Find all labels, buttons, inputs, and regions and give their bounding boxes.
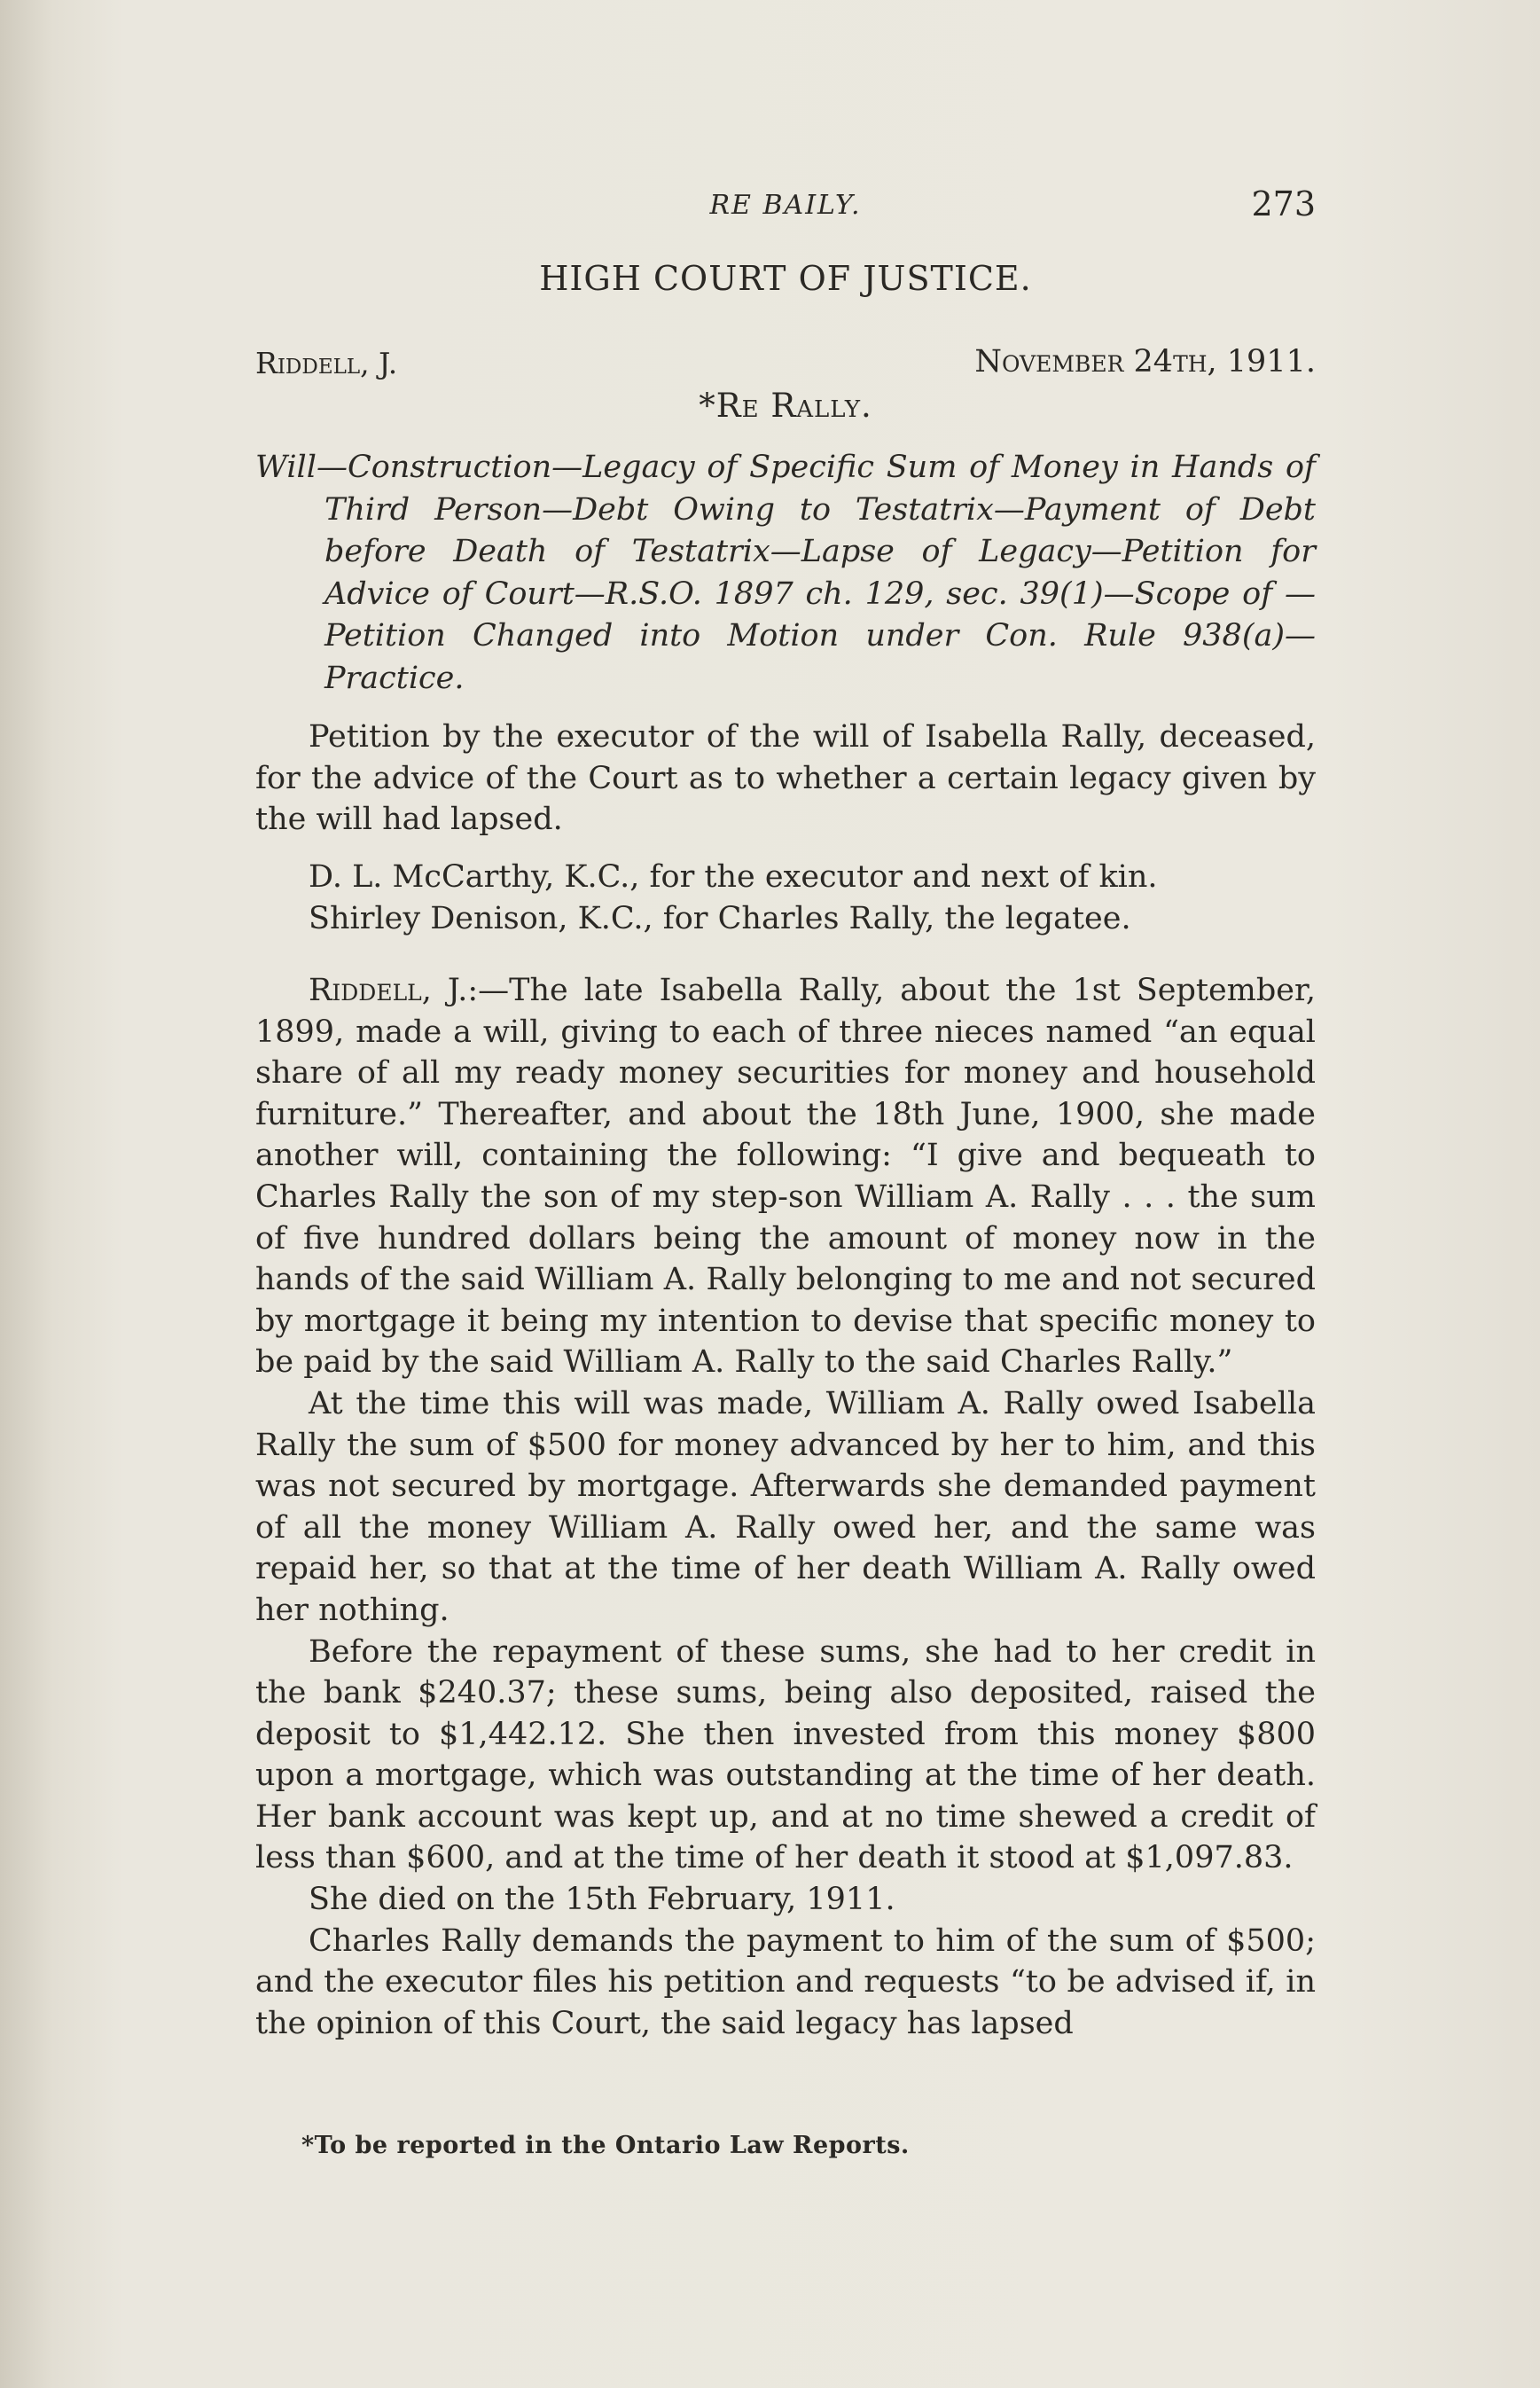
judgment-block bbox=[255, 970, 1316, 2044]
decision-date: November 24th, 1911. bbox=[974, 344, 1316, 380]
intro-block bbox=[255, 716, 1316, 841]
judgment-paragraph: Before the repayment of these sums, she had to her credit in the bank $240.37; these sums, being also deposited, raised the deposit to $1,442.12. She then invested from this money $800 upon a mortgage, which was outstanding at the time of her death. Her bank account was kept up, and at no time shewed a credit of less than $600, and at the time of her death it stood at $1,097.83. bbox=[255, 1633, 1316, 1876]
footnote: *To be reported in the Ontario Law Reports. bbox=[301, 2132, 910, 2159]
running-head bbox=[255, 184, 1316, 229]
judgment-paragraph: Charles Rally demands the payment to him of the sum of $500; and the executor files his petition and requests “to be advised if, in the opinion of this Court, the said legacy has lapsed bbox=[255, 1922, 1316, 2041]
judge-lead: Riddell, J. bbox=[309, 973, 468, 1008]
judgment-paragraph: At the time this will was made, William A. Rally owed Isabella Rally the sum of $500 for money advanced by her to him, and this was not secured by mortgage. Afterwards she demanded payment of all the money William A. Rally owed her, and the same was repaid her, so that at the time of her death William A. Rally owed her nothing. bbox=[255, 1385, 1316, 1628]
page-number: 273 bbox=[1251, 184, 1316, 223]
intro-paragraph: Petition by the executor of the will of Isabella Rally, deceased, for the advice of the Court as to whether a certain legacy given by the will had lapsed. bbox=[255, 719, 1316, 838]
judgment-text: :—The late Isabella Rally, about the 1st September, 1899, made a will, giving to each of three nieces named “an equal share of all my ready money securities for money and household furniture.” Thereafter, and about the 18th June, 1900, she made another will, containing the following: “I give and bequeath to Charles Rally the son of my step-son William A. Rally . . . the sum of five hundred dollars being the amount of money now in the hands of the said William A. Rally belonging to me and not secured by mortgage it being my intention to devise that specific money to be paid by the said William A. Rally to the said Charles Rally.” bbox=[255, 973, 1316, 1381]
judgment-paragraph: She died on the 15th February, 1911. bbox=[309, 1882, 895, 1918]
court-title: HIGH COURT OF JUSTICE. bbox=[539, 259, 1032, 298]
running-title: RE BAILY. bbox=[709, 190, 862, 221]
headnote: Will—Construction—Legacy of Specific Sum of Money in Hands of Third Person—Debt Owing to Testatrix—Payment of Debt before Death of Testatrix—Lapse of Legacy—Petition for Advice of Court—R.S.O. 1897 ch. 129, sec. 39(1)—Scope of —Petition Changed into Motion under Con. Rule 938(a)—Practice. bbox=[255, 450, 1316, 696]
counsel-line: Shirley Denison, K.C., for Charles Rally, the legatee. bbox=[309, 900, 1131, 936]
counsel-block bbox=[255, 857, 1316, 939]
case-title: *Re Rally. bbox=[699, 387, 872, 425]
judge-name: Riddell, J. bbox=[255, 346, 398, 380]
judgment-paragraph bbox=[255, 970, 1316, 1383]
counsel-line: D. L. McCarthy, K.C., for the executor and next of kin. bbox=[309, 859, 1158, 895]
